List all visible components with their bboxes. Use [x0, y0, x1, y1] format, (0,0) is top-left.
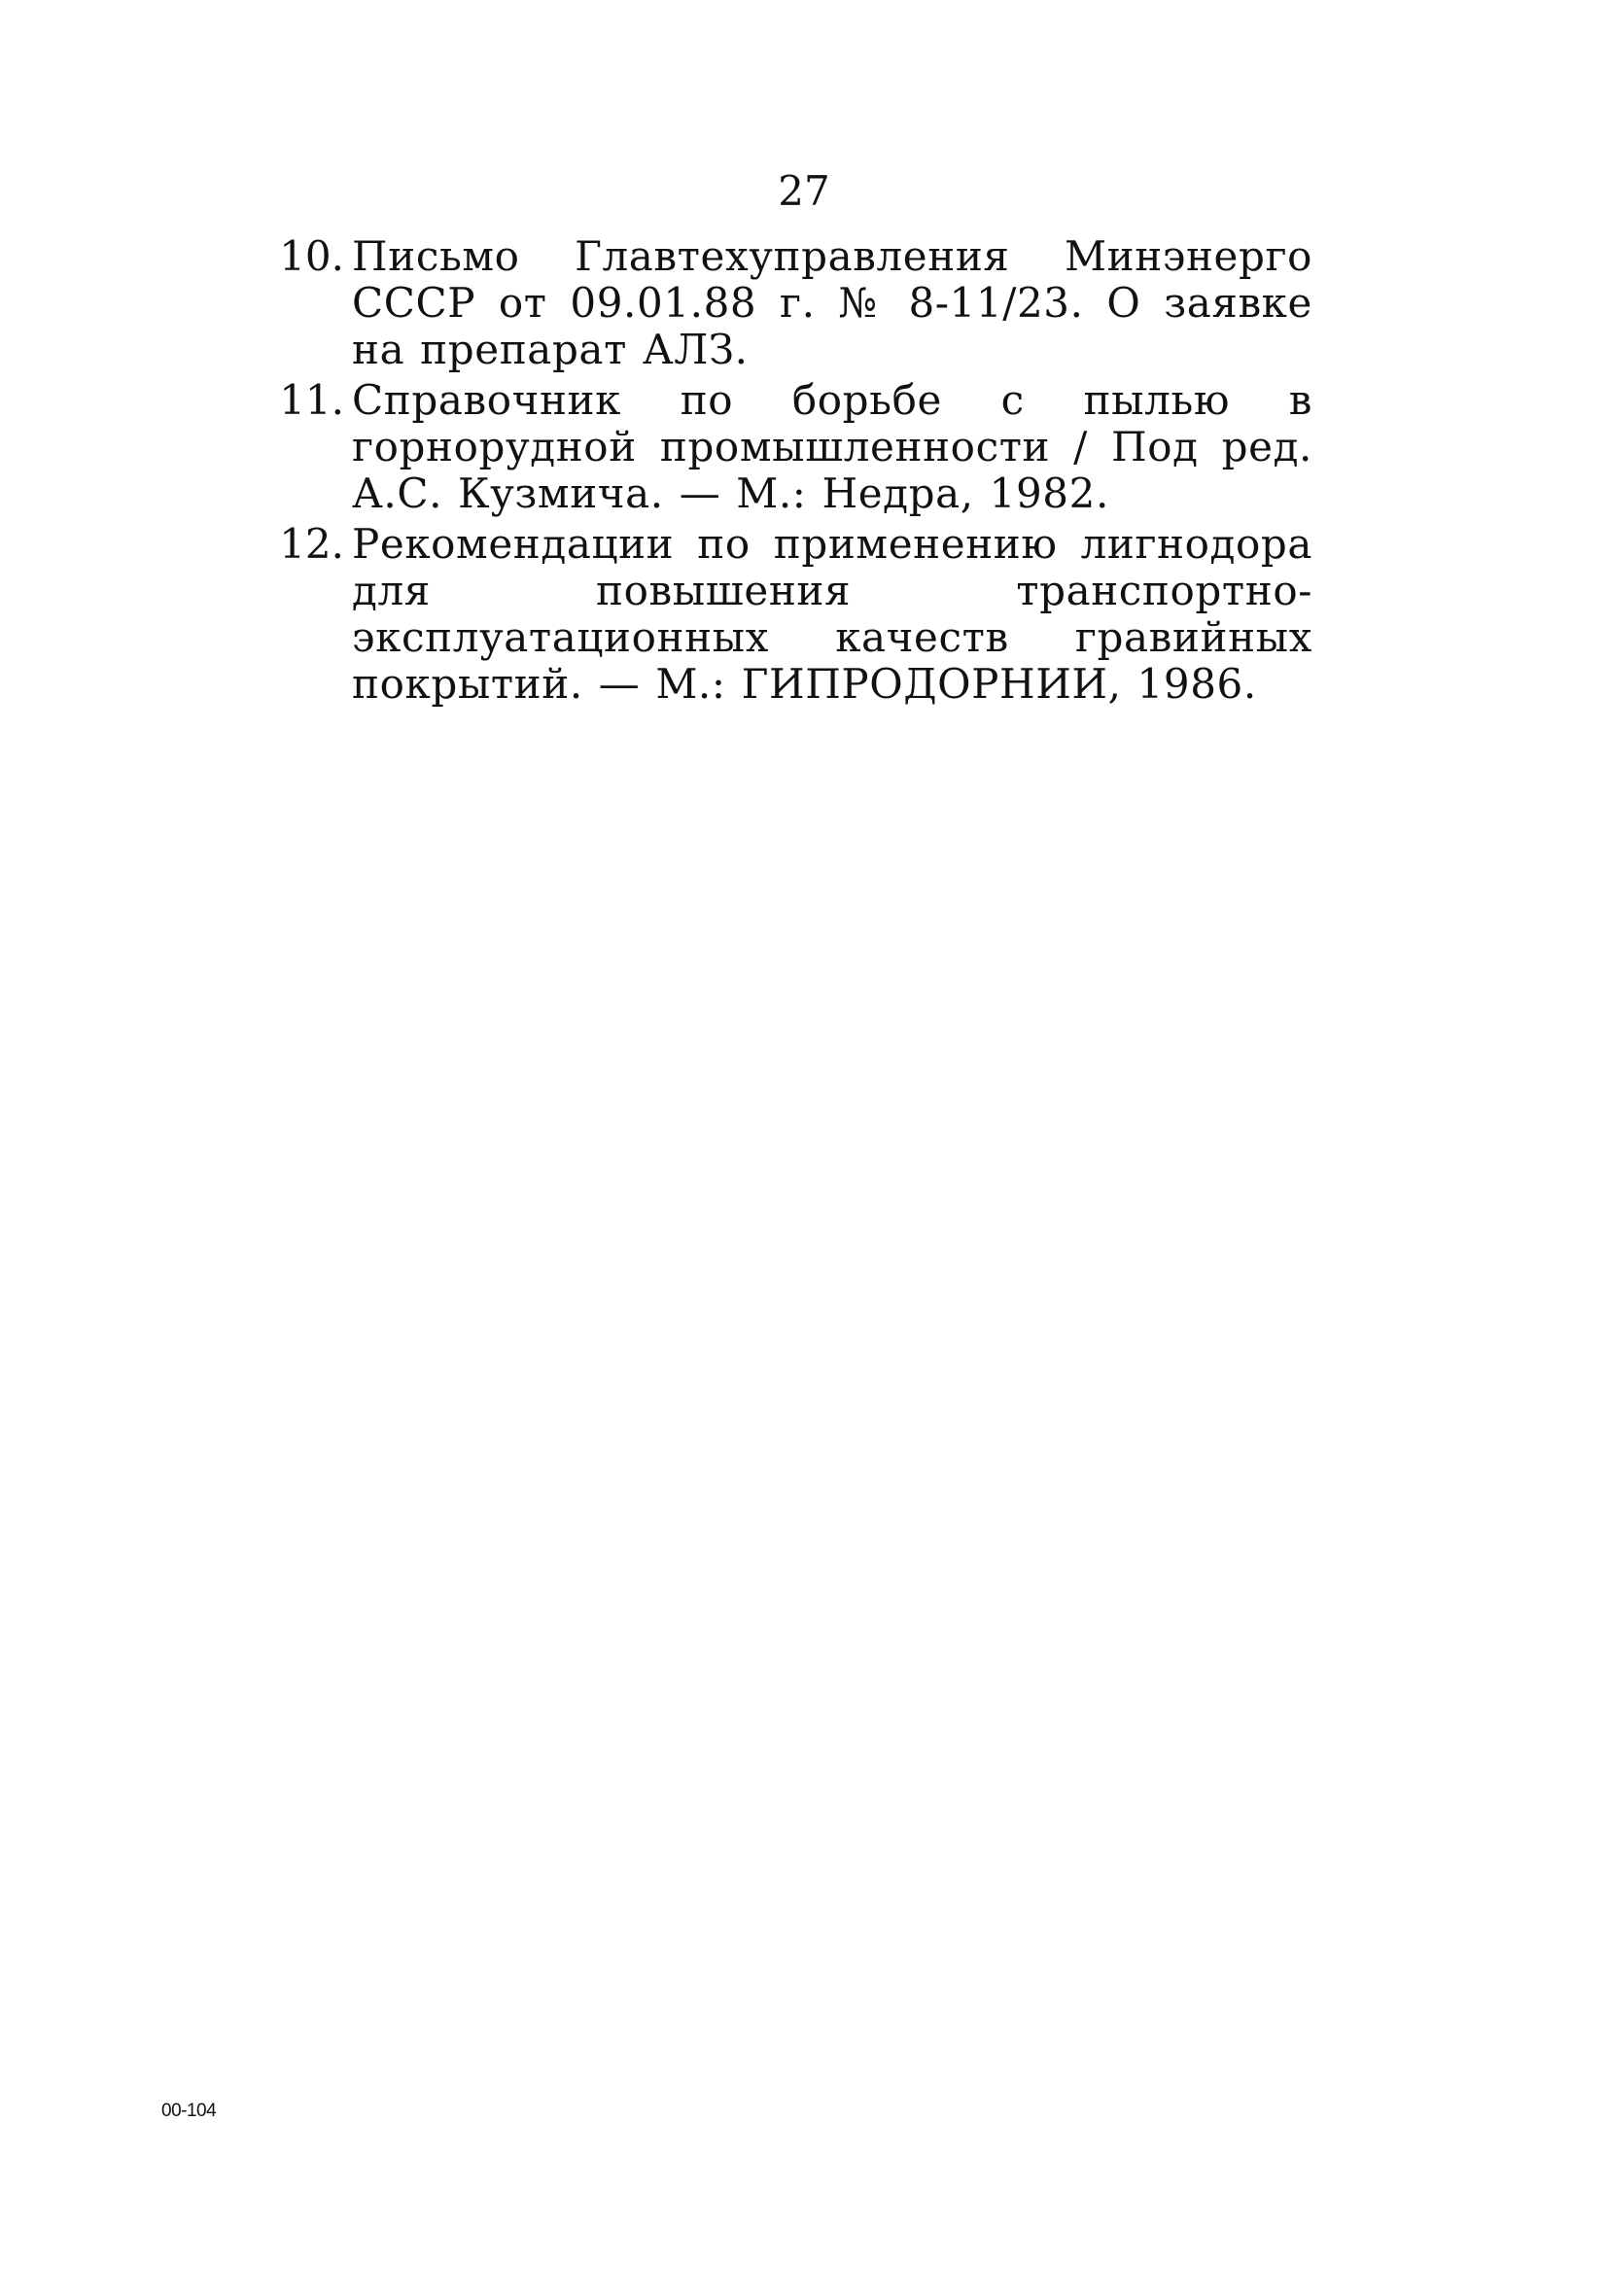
- reference-number: 11.: [279, 376, 344, 424]
- reference-text: Справочник по борьбе с пылью в горнорудной промышленности / Под ред. А.С. Кузмича. — М.: Недра, 1982.: [352, 376, 1312, 517]
- reference-item-11: [278, 377, 1312, 517]
- reference-list: [278, 233, 1312, 712]
- document-code: 00-104: [161, 2101, 217, 2121]
- reference-number: 12.: [279, 520, 344, 568]
- reference-item-12: [278, 521, 1312, 708]
- reference-text: Рекомендации по применению лигнодора для повышения транспортно-эксплуатационных качеств гравийных покрытий. — М.: ГИПРОДОРНИИ, 1986.: [352, 520, 1312, 708]
- reference-item-10: [278, 233, 1312, 373]
- reference-text: Письмо Главтехуправления Минэнерго СССР от 09.01.88 г. № 8-11/23. О заявке на препарат АЛЗ.: [352, 232, 1312, 373]
- reference-number: 10.: [279, 232, 344, 280]
- page-number: 27: [778, 167, 830, 215]
